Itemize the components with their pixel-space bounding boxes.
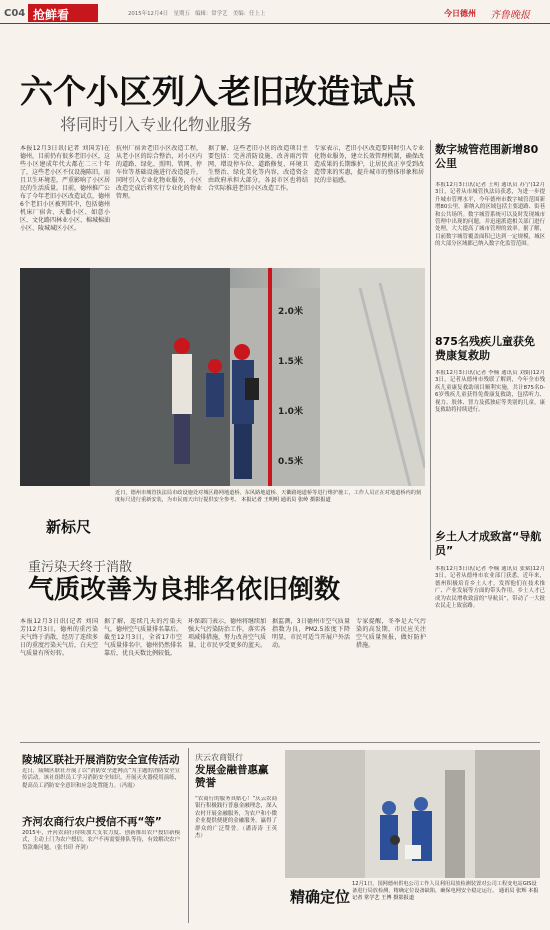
lead-col-3: 据了解，这些老旧小区的改造项目主要包括：完善消防设施、改善雨污管网、增设停车位、道路修复、环境卫生整治、绿化美化等内容，改造资金由政府承担大部分，各县市区也将结合实际推进老旧小区改造工作。 [208,145,308,192]
photo1-caption [115,490,425,530]
right-story-3-body: 本报12月3日讯(记者 李楠 通讯员 张斌)12月3日，记者从德州市农业部门获悉，近年来，德州积极培育乡土人才，发挥他们在技术推广、产业发展等方面的带头作用，乡土人才已成为农民增收致富的“导航员”，带动了一大批农民走上致富路。 [435,566,545,610]
substation-illustration [285,750,540,878]
lead-title: 六个小区列入老旧改造试点 [20,72,416,111]
depth-mark-1-5m: 1.5米 [278,357,303,367]
photo-illustration [20,268,425,486]
air-col-4: 据监测，3日德州市空气质量指数为良，PM2.5浓度下降明显，市民可适当开展户外活动。 [272,618,350,649]
lead-headline-block [20,72,425,132]
paper-logo: 齐鲁晚报 [490,10,530,21]
photo2-caption [352,881,540,925]
page-header [0,0,550,24]
lead-col-4: 专家表示，老旧小区改造要同时引入专业化物业服务，建立长效管理机制，确保改造成果的长期维护，让居民真正享受到改造带来的实惠，提升城市的整体形象和居民的幸福感。 [314,145,424,184]
paper-name: 今日德州 [444,9,476,18]
depth-mark-0-5m: 0.5米 [278,457,303,467]
bottom-col-rule [188,748,189,923]
bottom-story-3-kicker: 庆云农商银行 [195,753,243,762]
depth-mark-1m: 1.0米 [278,407,303,417]
bottom-story-3-title: 发展金融普惠赢赞誉 [195,764,269,789]
air-title: 气质改善为良排名依旧倒数 [28,575,341,605]
underpass-photo [20,268,425,486]
air-col-1: 本报12月3日讯(记者 刘国芳)12月3日，德州的重污染天气终于消散，经历了连续多日的重度污染天气后，白天空气质量有所好转。 [20,618,98,657]
right-column-rule [430,140,431,560]
air-kicker: 重污染天终于消散 [28,560,133,575]
right-story-1-body: 本报12月3日讯(记者 王明 通讯员 苏宁)12月3日，记者从市城管执法局获悉，为进一步提升城市管理水平，今年德州市数字城管范围新增80公里，新纳入的区域包括主要道路、街巷和公共场所。数字城管系统可以及时发现城市管理中出现的问题，并迅速派遣相关部门进行处理，大大提高了城市管理的效率。据了解，目前数字城管覆盖面积已达到一定规模，城区的大部分区域都已纳入数字化监管范围。 [435,182,545,248]
right-story-2-body: 本报12月3日讯(记者 李楠 通讯员 刘娟)12月3日，记者从德州市残联了解到，今年全市残疾儿童康复救助项目顺利实施，共计875名0-6岁残疾儿童获得免费康复救助，包括听力、视力、肢体、智力及孤独症等类别的儿童，康复救助将持续进行。 [435,370,545,414]
bottom-story-2-title: 齐河农商行农户授信不再“等” [22,816,162,828]
photo1-credit: 本报记者 王明明 通讯员 张岭 摄影报道 [241,497,331,503]
photo1-caption-text: 近日，德州市城管执法局市政设施处对城区路网地道桥、东风路地道桥、天衢路地道桥等进行维护施工，工作人员正在对地道桥内的刻度标尺进行重新安装，为市民雨天出行提供安全参考。 [115,490,422,503]
bottom-story-2-body: 2015年，齐河农商行持续加大支农力度，创新推出农户授信新模式，主动上门为农户授信，农户不再需要排队等待，有效解决农户贷款难问题。（张书印 齐剑） [22,830,180,851]
header-rule [0,23,550,24]
right-story-3-title: 乡土人才成致富“导航员” [435,530,542,557]
lead-col-2: 抗州厂宿舍老旧小区改造工程，从老小区的综合整治，对小区内的道路、绿化、照明、管网、停车位等基础设施进行改造提升，同时引入专业化物业服务，小区改造完成后将实行专业化的物业管理。 [116,145,202,200]
bottom-story-1-body: 近日，陵城区联社开展了以“消防安全进网点”为主题的消防安全宣传活动。该社组织员工学习消防安全知识，开展灭火器使用演练，提高员工消防安全意识和应急处置能力。（冯霞） [22,768,180,789]
right-story-1-title: 数字城管范围新增80公里 [435,143,539,170]
photo1-badge: 新标尺 [46,518,92,536]
lead-col-1: 本报12月3日讯(记者 刘国芳)在德州，目前仍有很多老旧小区，这些小区建成年代大都在二三十年了，这些老小区不仅设施陈旧，而且卫生环境差，严重影响了小区居民的生活质量。目前，德州推广公布了今年老旧小区改造试点，德州6个老旧小区被列其中，包括德州机床厂宿舍、天衢小区、如意小区、文化路四林业小区、棉城棉油小区、陵城城区小区。 [20,145,110,232]
right-story-2-title: 875名残疾儿童获免费康复救助 [435,335,535,362]
bottom-story-1-title: 陵城区联社开展消防安全宣传活动 [22,754,180,766]
photo2-badge: 精确定位 [290,888,351,906]
depth-mark-2m: 2.0米 [278,307,303,317]
lead-subtitle: 将同时引入专业化物业服务 [60,115,253,132]
substation-photo [285,750,540,878]
dateline: 2015年12月4日 星期五 编辑：常学艺 美编：任上上 [128,11,266,17]
bottom-story-3-body: “农商行的服务真贴心！”庆云农商银行积极践行普惠金融理念，深入农村开展金融服务，为农户和小微企业提供便捷的金融服务，赢得了群众的广泛赞誉。（潘涛涛 王英杰） [195,796,277,840]
air-col-2: 据了解，连续几天的污染天气，德州空气质量排名靠后。截至12月3日，全省17市空气质量排名中，德州仍然排名靠后，优良天数比例较低。 [104,618,182,657]
bottom-rule [20,742,540,743]
photo2-credit: 通讯员 张辉 本报记者 常学艺 王博 摄影报道 [352,888,539,901]
photo2-caption-text: 12月1日，国网德州供电公司工作人员利用局放检测装置对公司工程变电站GIS设备进行局放检测，精确定位设备缺陷，确保电网安全稳定运行。 [352,881,537,894]
section-title: 抢鲜看 [33,8,70,22]
air-col-3: 环保部门表示，德州将继续加强大气污染防治工作，落实各项减排措施，努力改善空气质量，让市民享受更多的蓝天。 [188,618,266,649]
page-number: C04 [4,8,26,19]
air-col-5: 专家提醒，冬季是大气污染的高发期，市民应关注空气质量预报，做好防护措施。 [356,618,426,649]
section-badge [28,4,98,22]
